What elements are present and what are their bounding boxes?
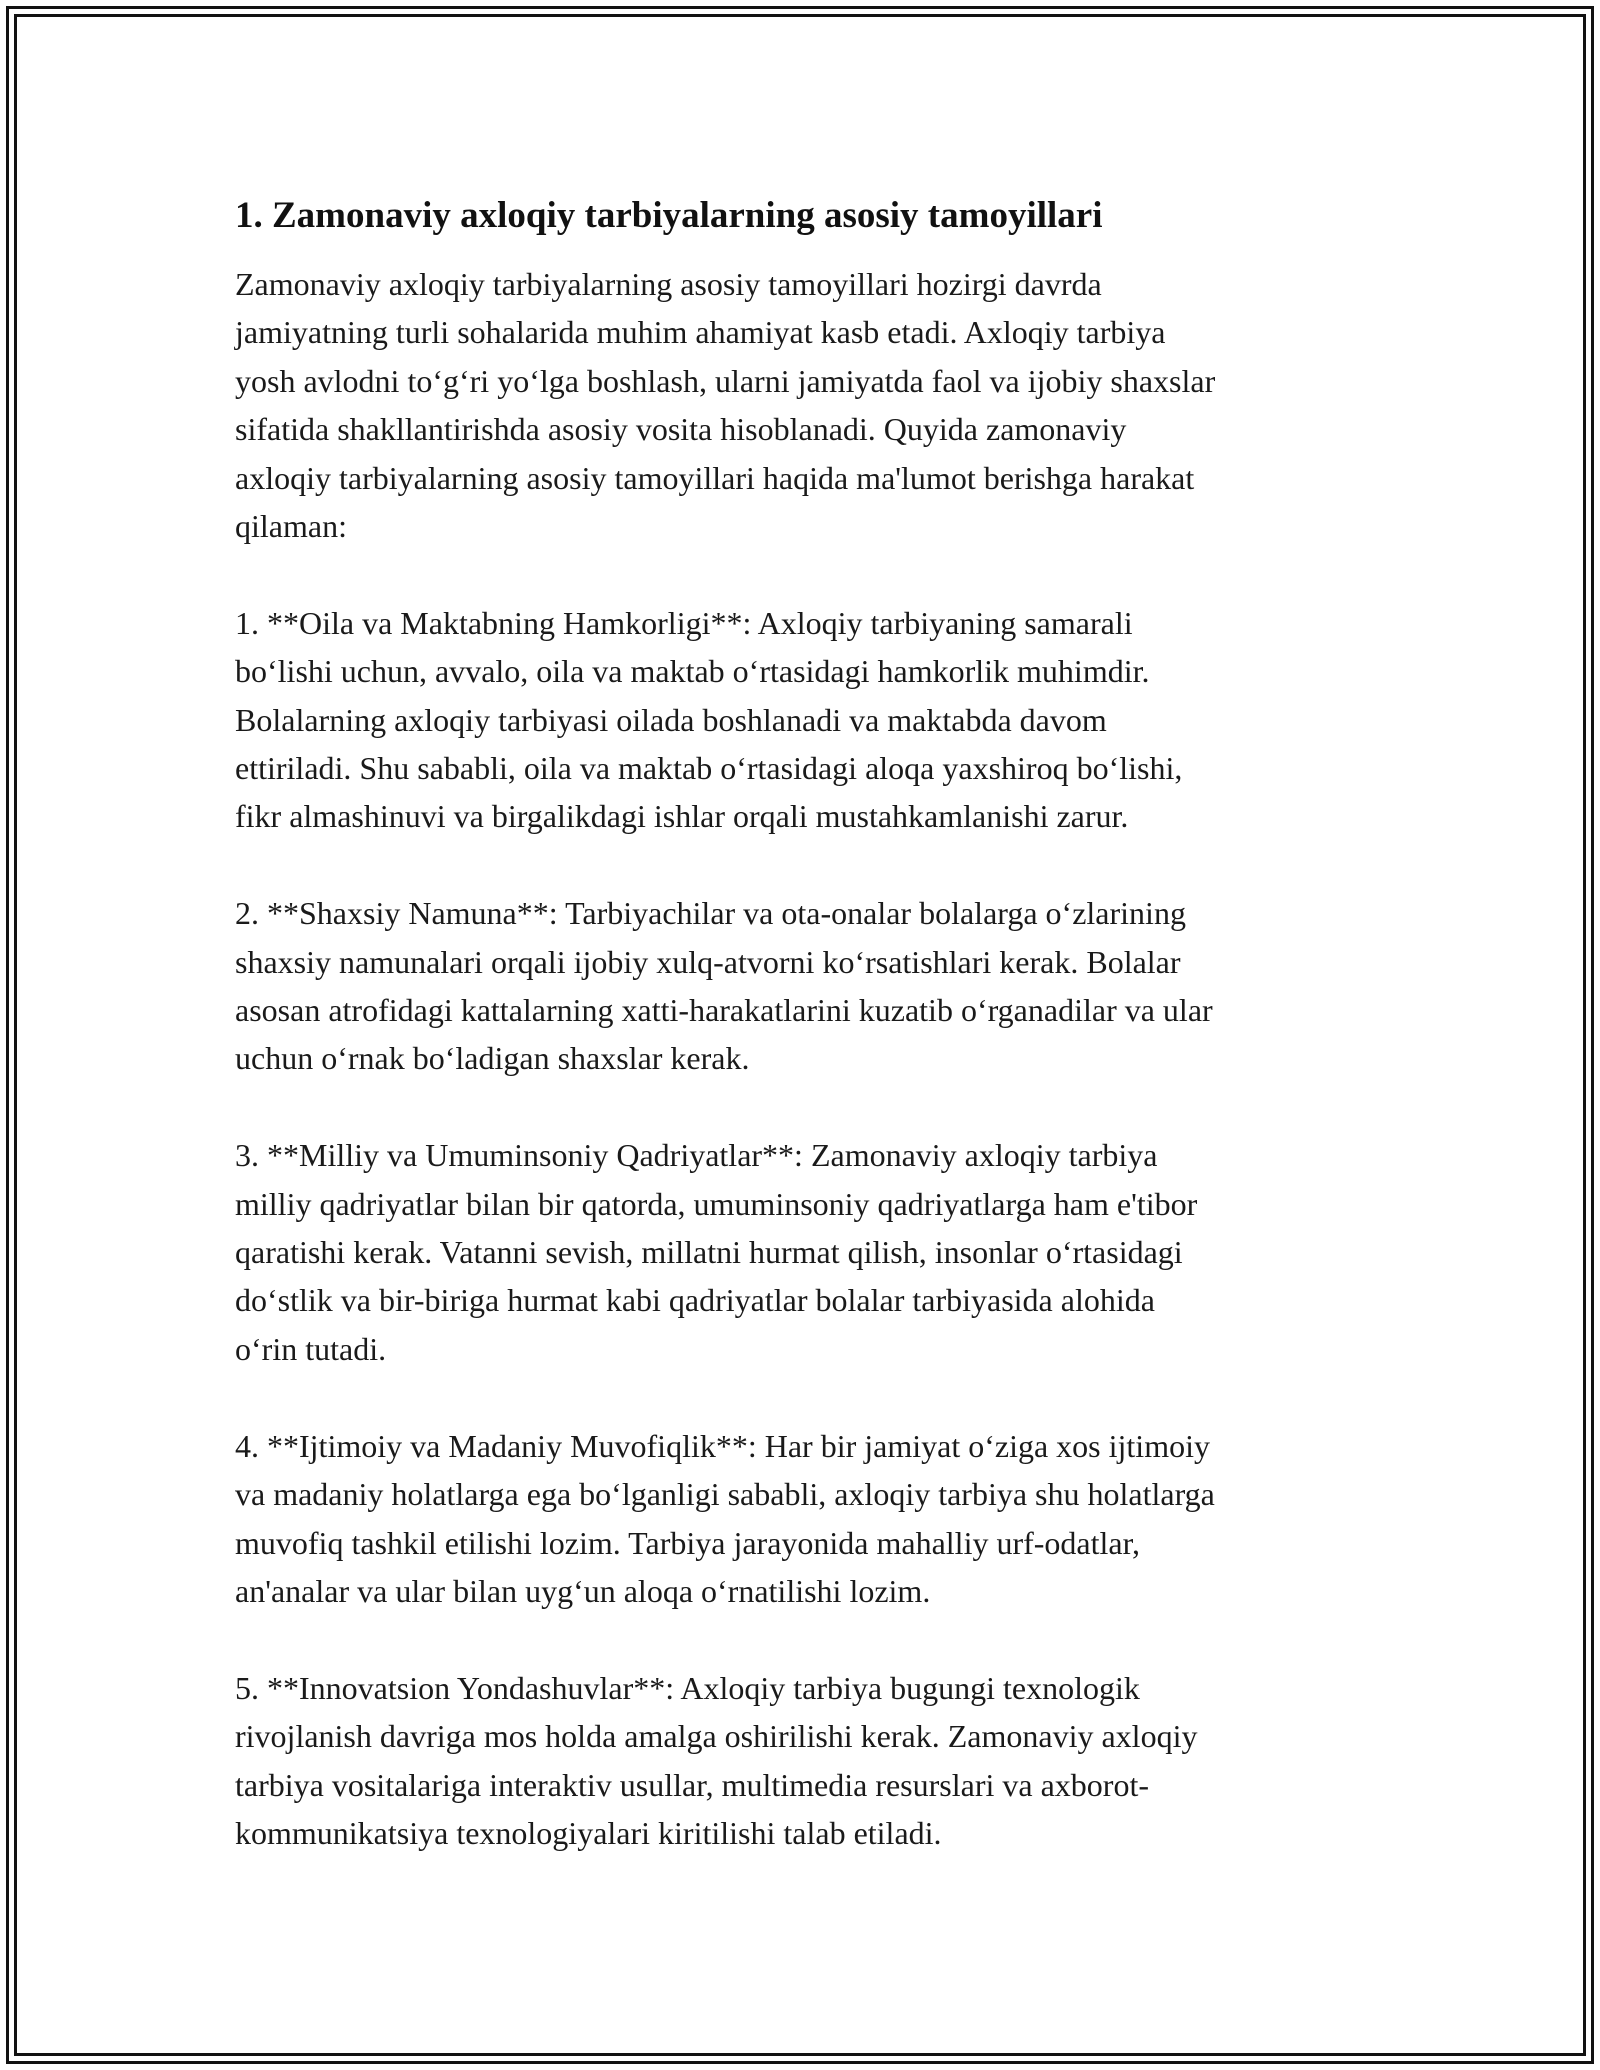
intro-paragraph: Zamonaviy axloqiy tarbiyalarning asosiy tamoyillari hozirgi davrda jamiyatning turli sohalarida muhim ahamiyat kasb etadi. Axloqiy tarbiya yosh avlodni to‘g‘ri yo‘lga boshlash, ularni jamiyatda faol va ijobiy shaxslar sifatida shakllantirishda asosiy vosita hisoblanadi. Quyida zamonaviy axloqiy tarbiyalarning asosiy tamoyillari haqida ma'lumot berishga harakat qilaman:	[235, 266, 1216, 545]
principle-4-paragraph: 4. **Ijtimoiy va Madaniy Muvofiqlik**: Har bir jamiyat o‘ziga xos ijtimoiy va madaniy holatlarga ega bo‘lganligi sababli, axloqiy tarbiya shu holatlarga muvofiq tashkil etilishi lozim. Tarbiya jarayonida mahalliy urf-odatlar, an'analar va ular bilan uyg‘un aloqa o‘rnatilishi lozim.	[235, 1427, 1215, 1609]
principle-5-paragraph: 5. **Innovatsion Yondashuvlar**: Axloqiy tarbiya bugungi texnologik rivojlanish davriga mos holda amalga oshirilishi kerak. Zamonaviy axloqiy tarbiya vositalariga interaktiv usullar, multimedia resurslari va axborot- kommunikatsiya texnologiyalari kiritilishi talab etiladi.	[235, 1669, 1198, 1851]
principle-1-paragraph: 1. **Oila va Maktabning Hamkorligi**: Axloqiy tarbiyaning samarali bo‘lishi uchun, avvalo, oila va maktab o‘rtasidagi hamkorlik muhimdir. Bolalarning axloqiy tarbiyasi oilada boshlanadi va maktabda davom ettiriladi. Shu sababli, oila va maktab o‘rtasidagi aloqa yaxshiroq bo‘lishi, fikr almashinuvi va birgalikdagi ishlar orqali mustahkamlanishi zarur.	[235, 604, 1183, 835]
principle-3-paragraph: 3. **Milliy va Umuminsoniy Qadriyatlar**: Zamonaviy axloqiy tarbiya milliy qadriyatlar bilan bir qatorda, umuminsoniy qadriyatlarga ham e'tibor qaratishi kerak. Vatanni sevish, millatni hurmat qilish, insonlar o‘rtasidagi do‘stlik va bir-biriga hurmat kabi qadriyatlar bolalar tarbiyasida alohida o‘rin tutadi.	[235, 1137, 1198, 1367]
principle-2-paragraph: 2. **Shaxsiy Namuna**: Tarbiyachilar va ota-onalar bolalarga o‘zlarining shaxsiy namunalari orqali ijobiy xulq-atvorni ko‘rsatishlari kerak. Bolalar asosan atrofidagi kattalarning xatti-harakatlarini kuzatib o‘rganadilar va ular uchun o‘rnak bo‘ladigan shaxslar kerak.	[235, 895, 1213, 1077]
document-body	[235, 186, 1365, 1906]
document-title: 1. Zamonaviy axloqiy tarbiyalarning asosiy tamoyillari	[235, 195, 1103, 236]
